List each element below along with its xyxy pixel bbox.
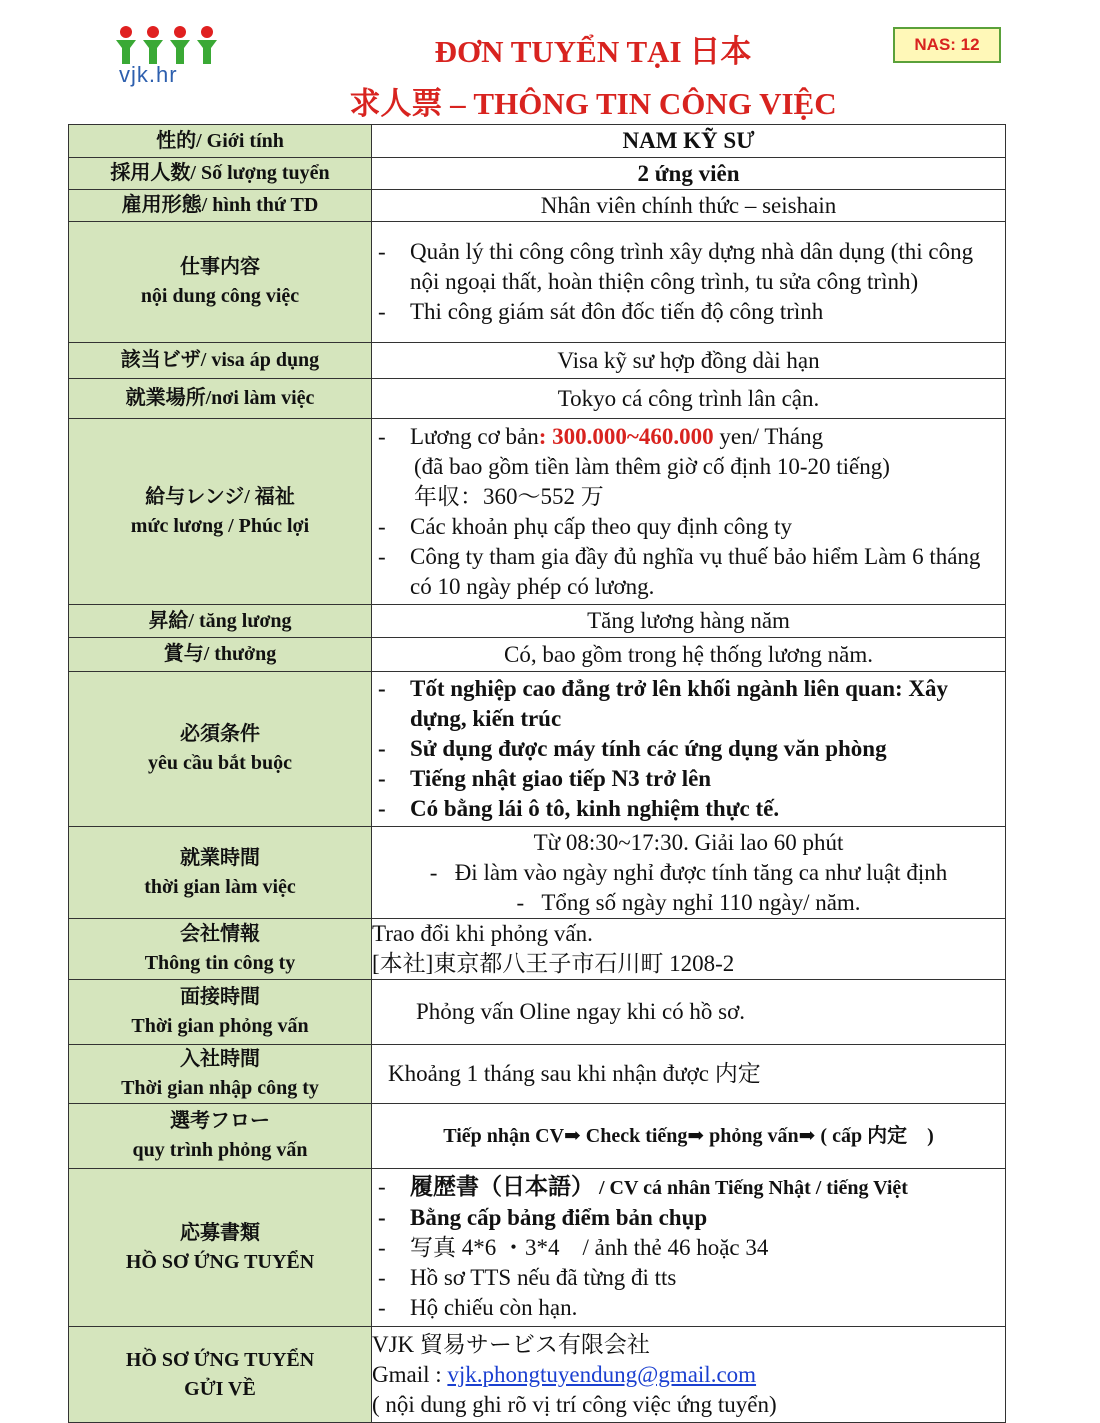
document-item <box>410 1172 995 1203</box>
salary-annual: 年収：360～552 万 <box>414 483 604 509</box>
company-label-jp: 会社情報 <box>180 923 260 945</box>
send-label-line1: HỒ SƠ ỨNG TUYỂN <box>125 1348 315 1371</box>
join-label-jp: 入社時間 <box>180 1048 260 1070</box>
row-hours <box>69 827 1006 919</box>
row-gender <box>69 125 1006 158</box>
requirement-item: - Sử dụng được máy tính các ứng dụng văn phòng <box>410 734 995 764</box>
visa-value: Visa kỹ sư hợp đồng dài hạn <box>372 343 1006 379</box>
document-item: - 写真 4*6 ・3*4 / ảnh thẻ 46 hoặc 34 <box>410 1233 995 1263</box>
document-item1-jp: 履歴書（日本語） <box>410 1174 594 1199</box>
requirement-item: - Tiếng nhật giao tiếp N3 trở lên <box>410 764 995 794</box>
row-job <box>69 222 1006 343</box>
hours-line3: Tổng số ngày nghỉ 110 ngày/ năm. <box>541 889 861 915</box>
hours-line2: Đi làm vào ngày nghỉ được tính tăng ca như luật định <box>454 859 948 885</box>
document-item: - Bằng cấp bảng điểm bản chụp <box>410 1203 995 1233</box>
nas-badge: NAS: 12 <box>893 27 1001 63</box>
salary-base <box>410 422 995 512</box>
employment-label: 雇用形態/ hình thứ TD <box>69 190 372 222</box>
company-label <box>69 919 372 980</box>
send-label-line2: GỬI VỀ <box>184 1377 256 1400</box>
bonus-label: 賞与/ thưởng <box>69 638 372 672</box>
raise-label: 昇給/ tăng lương <box>69 605 372 638</box>
quantity-value: 2 ứng viên <box>372 158 1006 190</box>
flow-label-jp: 選考フロー <box>170 1110 270 1132</box>
row-bonus <box>69 638 1006 672</box>
row-documents <box>69 1169 1006 1327</box>
job-label-vi: nội dung công việc <box>140 285 300 307</box>
gender-label: 性的/ Giới tính <box>69 125 372 158</box>
salary-item: - Công ty tham gia đầy đủ nghĩa vụ thuế bảo hiểm Làm 6 tháng có 10 ngày phép có lương. <box>410 542 995 602</box>
row-quantity <box>69 158 1006 190</box>
interview-label <box>69 980 372 1045</box>
quantity-label: 採用人数/ Số lượng tuyển <box>69 158 372 190</box>
salary-label <box>69 419 372 605</box>
page-subtitle: 求人票 – THÔNG TIN CÔNG VIỆC <box>349 86 837 121</box>
send-note: ( nội dung ghi rõ vị trí công việc ứng tuyển) <box>372 1391 777 1417</box>
company-label-vi: Thông tin công ty <box>144 952 296 974</box>
documents-label-vi: HỒ SƠ ỨNG TUYỂN <box>125 1250 315 1273</box>
salary-value <box>372 419 1006 605</box>
job-item: - Thi công giám sát đôn đốc tiến độ công trình <box>410 297 995 327</box>
salary-base-prefix: Lương cơ bản <box>410 423 539 449</box>
requirements-label-jp: 必須条件 <box>180 723 260 745</box>
job-label-jp: 仕事内容 <box>180 256 260 278</box>
hours-label-vi: thời gian làm việc <box>144 875 296 898</box>
documents-label-jp: 応募書類 <box>180 1221 260 1244</box>
row-employment <box>69 190 1006 222</box>
row-salary <box>69 419 1006 605</box>
join-label <box>69 1045 372 1104</box>
join-value: Khoảng 1 tháng sau khi nhận được 内定 <box>372 1045 1006 1104</box>
gender-value: NAM KỸ SƯ <box>372 125 1006 158</box>
company-address: [本社]東京都八王子市石川町 1208-2 <box>372 951 735 976</box>
interview-label-vi: Thời gian phỏng vấn <box>131 1015 309 1037</box>
requirement-item: - Tốt nghiệp cao đẳng trở lên khối ngành liên quan: Xây dựng, kiến trúc <box>410 674 995 734</box>
join-label-vi: Thời gian nhập công ty <box>121 1077 319 1099</box>
interview-label-jp: 面接時間 <box>180 986 260 1008</box>
visa-label: 該当ビザ/ visa áp dụng <box>69 343 372 379</box>
interview-value: Phỏng vấn Oline ngay khi có hồ sơ. <box>372 980 1006 1045</box>
row-raise <box>69 605 1006 638</box>
row-location <box>69 379 1006 419</box>
salary-base-suffix: yen/ Tháng <box>713 423 824 449</box>
row-join <box>69 1045 1006 1104</box>
employment-value: Nhân viên chính thức – seishain <box>372 190 1006 222</box>
location-label: 就業場所/nơi làm việc <box>69 379 372 419</box>
job-item: - Quản lý thi công công trình xây dựng nhà dân dụng (thi công nội ngoại thất, hoàn thiện công trình, tu sửa công trình) <box>410 237 995 297</box>
location-value: Tokyo cá công trình lân cận. <box>372 379 1006 419</box>
hours-label <box>69 827 372 919</box>
hours-label-jp: 就業時間 <box>180 846 260 869</box>
requirements-label-vi: yêu cầu bắt buộc <box>148 752 292 774</box>
salary-label-vi: mức lương / Phúc lợi <box>130 514 310 537</box>
email-link[interactable]: vjk.phongtuyendung@gmail.com <box>447 1361 757 1387</box>
send-company: VJK 貿易サービス有限会社 <box>372 1331 650 1357</box>
salary-label-jp: 給与レンジ/ 福祉 <box>145 485 295 508</box>
flow-label <box>69 1104 372 1169</box>
document-item1-vi: / CV cá nhân Tiếng Nhật / tiếng Việt <box>594 1177 908 1199</box>
flow-value: Tiếp nhận CV➡ Check tiếng➡ phỏng vấn➡ ( cấp 内定 ) <box>372 1104 1006 1169</box>
send-value <box>372 1327 1006 1423</box>
job-info-table <box>68 124 1006 1423</box>
hours-value: Từ 08:30~17:30. Giải lao 60 phút - Đi làm vào ngày nghỉ được tính tăng ca như luật định - Tổng số ngày nghỉ 110 ngày/ năm. <box>372 827 1006 919</box>
documents-label <box>69 1169 372 1327</box>
row-send <box>69 1327 1006 1423</box>
gmail-label: Gmail : <box>372 1361 448 1387</box>
row-requirements <box>69 672 1006 827</box>
bonus-value: Có, bao gồm trong hệ thống lương năm. <box>372 638 1006 672</box>
documents-value <box>372 1169 1006 1327</box>
logo-text: vjk.hr <box>119 62 178 87</box>
company-value <box>372 919 1006 980</box>
flow-label-vi: quy trình phỏng vấn <box>132 1139 308 1161</box>
requirements-value <box>372 672 1006 827</box>
requirement-item: - Có bằng lái ô tô, kinh nghiệm thực tế. <box>410 794 995 824</box>
hours-line1: Từ 08:30~17:30. Giải lao 60 phút <box>533 829 844 855</box>
salary-overtime-note: (đã bao gồm tiền làm thêm giờ cố định 10-20 tiếng) <box>414 453 890 479</box>
job-value <box>372 222 1006 343</box>
company-line1: Trao đổi khi phỏng vấn. <box>372 921 593 946</box>
row-company <box>69 919 1006 980</box>
salary-base-amount: : 300.000~460.000 <box>538 423 714 449</box>
job-label <box>69 222 372 343</box>
page-title: ĐƠN TUYỂN TẠI 日本 <box>434 34 752 69</box>
document-item: - Hồ sơ TTS nếu đã từng đi tts <box>410 1263 995 1293</box>
row-visa <box>69 343 1006 379</box>
requirements-label <box>69 672 372 827</box>
send-label <box>69 1327 372 1423</box>
salary-item: - Các khoản phụ cấp theo quy định công ty <box>410 512 995 542</box>
row-interview <box>69 980 1006 1045</box>
document-item: - Hộ chiếu còn hạn. <box>410 1293 995 1323</box>
raise-value: Tăng lương hàng năm <box>372 605 1006 638</box>
row-flow <box>69 1104 1006 1169</box>
